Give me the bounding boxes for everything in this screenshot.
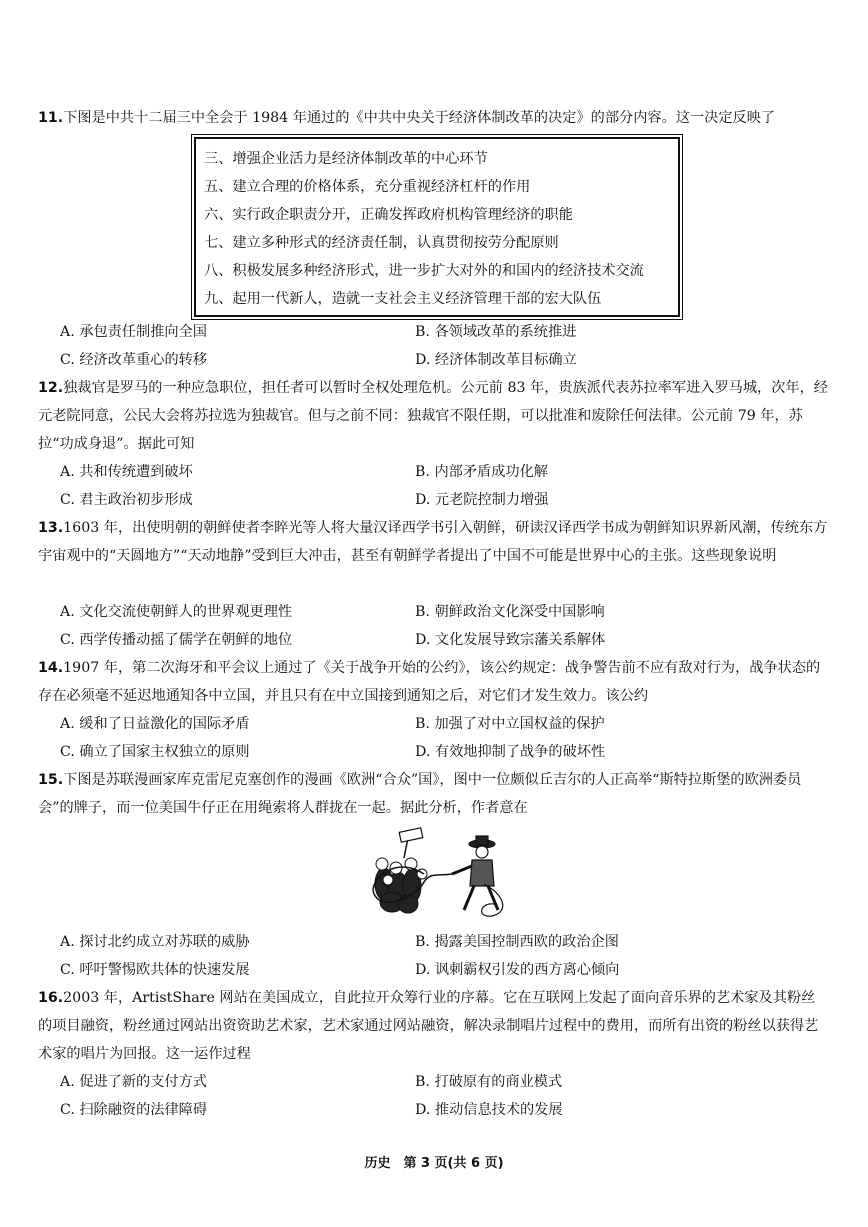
option-d: D. 有效地抑制了战争的破坏性 [415, 744, 606, 760]
cartoon-illustration [364, 824, 512, 920]
question-number: 14. [38, 660, 64, 676]
question-stem: 1907 年，第二次海牙和平会议上通过了《关于战争开始的公约》，该公约规定：战争警告前不应有敌对行为，战争状态的存在必须毫不延迟地通知各中立国，并且只有在中立国接到通知之后，对它们才发生效力。该公约 [38, 660, 821, 704]
question-13 [38, 514, 828, 570]
option-a: A. 共和传统遭到破坏 [60, 464, 193, 480]
option-a: A. 承包责任制推向全国 [60, 324, 207, 340]
decision-excerpt-box [194, 137, 680, 317]
option-b: B. 打破原有的商业模式 [415, 1074, 563, 1090]
option-d: D. 经济体制改革目标确立 [415, 352, 577, 368]
option-b: B. 加强了对中立国权益的保护 [415, 716, 605, 732]
option-c: C. 经济改革重心的转移 [60, 352, 208, 368]
question-16 [38, 984, 828, 1068]
option-a: A. 探讨北约成立对苏联的威胁 [60, 934, 250, 950]
excerpt-line: 八、积极发展多种经济形式，进一步扩大对外的和国内的经济技术交流 [204, 263, 644, 279]
question-stem: 下图是中共十二届三中全会于 1984 年通过的《中共中央关于经济体制改革的决定》的部分内容。这一决定反映了 [63, 110, 776, 126]
option-a: A. 缓和了日益激化的国际矛盾 [60, 716, 250, 732]
excerpt-line: 九、起用一代新人，造就一支社会主义经济管理干部的宏大队伍 [204, 291, 602, 307]
question-number: 12. [38, 380, 64, 396]
excerpt-line: 五、建立合理的价格体系，充分重视经济杠杆的作用 [204, 179, 531, 195]
option-a: A. 促进了新的支付方式 [60, 1074, 207, 1090]
question-stem: 下图是苏联漫画家库克雷尼克塞创作的漫画《欧洲“合众”国》，图中一位颇似丘吉尔的人正高举“斯特拉斯堡的欧洲委员会”的牌子，而一位美国牛仔正在用绳索将人群拢在一起。据此分析，作者意在 [38, 772, 802, 816]
excerpt-line: 七、建立多种形式的经济责任制，认真贯彻按劳分配原则 [204, 235, 559, 251]
page-footer: 历史 第 3 页(共 6 页) [364, 1156, 504, 1171]
question-stem: 独裁官是罗马的一种应急职位，担任者可以暂时全权处理危机。公元前 83 年，贵族派代表苏拉率军进入罗马城，次年，经元老院同意，公民大会将苏拉选为独裁官。但与之前不同：独裁官不限任期，可以批准和废除任何法律。公元前 79 年，苏拉“功成身退”。据此可知 [38, 380, 828, 452]
question-number: 11. [38, 110, 64, 126]
question-15 [38, 766, 828, 822]
question-11 [38, 104, 828, 132]
option-c: C. 君主政治初步形成 [60, 492, 193, 508]
question-number: 15. [38, 772, 64, 788]
option-b: B. 各领域改革的系统推进 [415, 324, 577, 340]
question-stem: 1603 年，出使明朝的朝鲜使者李睟光等人将大量汉译西学书引入朝鲜，研读汉译西学书成为朝鲜知识界新风潮，传统东方宇宙观中的“天圆地方”“天动地静”受到巨大冲击，甚至有朝鲜学者提出了中国不可能是世界中心的主张。这些现象说明 [38, 520, 828, 564]
question-12 [38, 374, 828, 458]
option-c: C. 扫除融资的法律障碍 [60, 1102, 208, 1118]
option-d: D. 讽刺霸权引发的西方离心倾向 [415, 962, 620, 978]
option-d: D. 元老院控制力增强 [415, 492, 549, 508]
option-c: C. 西学传播动摇了儒学在朝鲜的地位 [60, 632, 293, 648]
option-d: D. 文化发展导致宗藩关系解体 [415, 632, 606, 648]
option-b: B. 内部矛盾成功化解 [415, 464, 548, 480]
question-14 [38, 654, 828, 710]
option-c: C. 确立了国家主权独立的原则 [60, 744, 250, 760]
option-b: B. 朝鲜政治文化深受中国影响 [415, 604, 605, 620]
question-number: 16. [38, 990, 64, 1006]
option-c: C. 呼吁警惕欧共体的快速发展 [60, 962, 250, 978]
option-a: A. 文化交流使朝鲜人的世界观更理性 [60, 604, 293, 620]
question-number: 13. [38, 520, 64, 536]
excerpt-line: 六、实行政企职责分开，正确发挥政府机构管理经济的职能 [204, 207, 573, 223]
question-stem: 2003 年，ArtistShare 网站在美国成立，自此拉开众筹行业的序幕。它在互联网上发起了面向音乐界的艺术家及其粉丝的项目融资，粉丝通过网站出资资助艺术家，艺术家通过网站融资，解决录制唱片过程中的费用，而所有出资的粉丝以获得艺术家的唱片为回报。这一运作过程 [38, 990, 819, 1062]
option-b: B. 揭露美国控制西欧的政治企图 [415, 934, 619, 950]
option-d: D. 推动信息技术的发展 [415, 1102, 563, 1118]
excerpt-line: 三、增强企业活力是经济体制改革的中心环节 [204, 151, 488, 167]
